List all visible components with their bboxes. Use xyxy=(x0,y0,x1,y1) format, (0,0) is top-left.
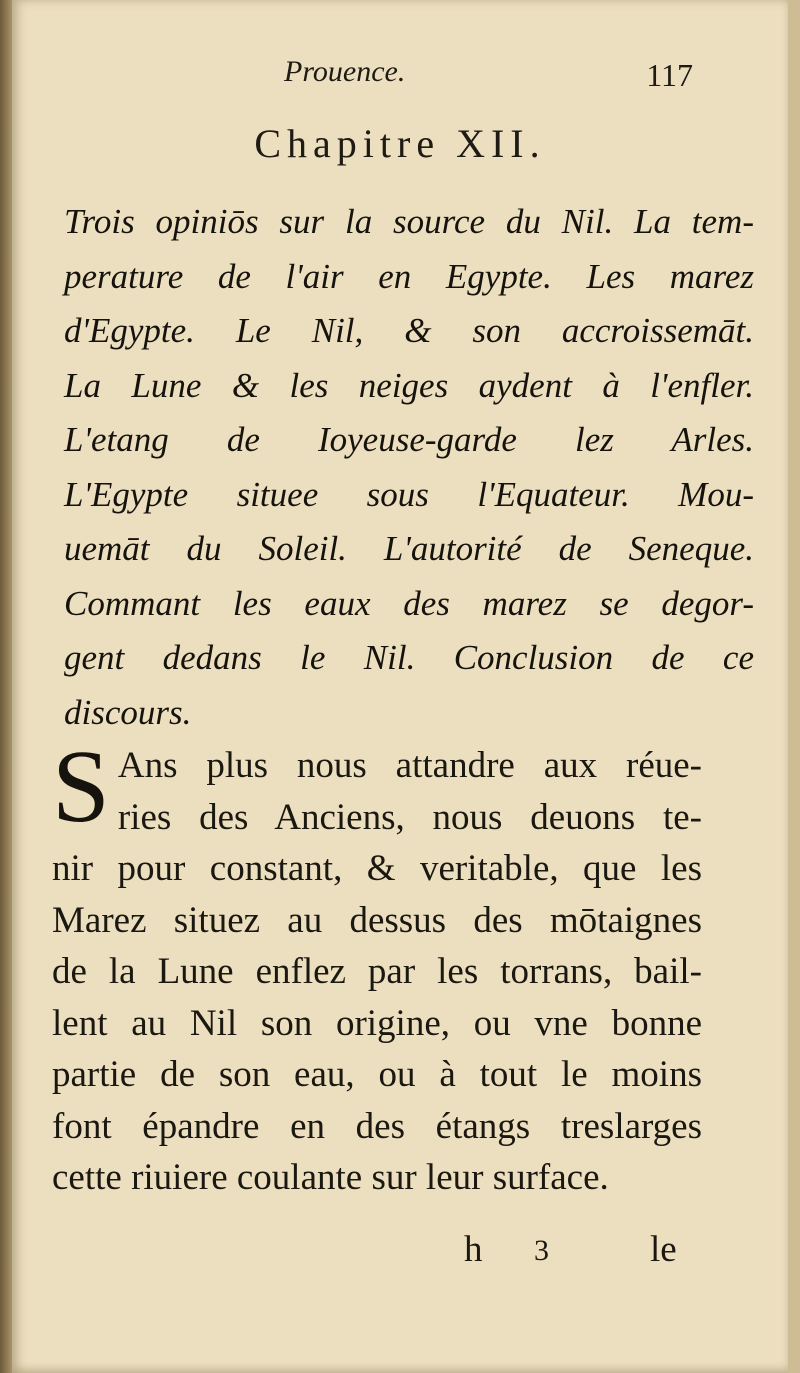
summary-line: uemāt du Soleil. L'autorité de Seneque. xyxy=(64,529,754,568)
running-head xyxy=(12,55,788,100)
chapter-summary xyxy=(64,195,754,740)
summary-line: La Lune & les neiges aydent à l'enfler. xyxy=(64,365,754,405)
summary-line: L'Egypte situee sous l'Equateur. Mou- xyxy=(64,474,754,514)
catchword: le xyxy=(650,1229,677,1270)
body-line: Ans plus nous attandre aux réue- xyxy=(117,745,702,786)
body-line: partie de son eau, ou à tout le moins xyxy=(52,1054,702,1095)
page-footer xyxy=(12,1228,788,1278)
body-line: nir pour constant, & veritable, que les xyxy=(52,848,702,889)
book-gutter xyxy=(0,0,12,1373)
drop-cap: S xyxy=(52,729,110,844)
body-line: de la Lune enflez par les torrans, bail- xyxy=(52,951,702,992)
body-line: ries des Anciens, nous deuons te- xyxy=(117,796,702,838)
summary-line: L'etang de Ioyeuse-garde lez Arles. xyxy=(64,420,754,459)
book-page xyxy=(12,0,788,1373)
chapter-title: Chapitre XII. xyxy=(254,121,546,166)
body-text xyxy=(52,729,702,1204)
signature-letter: h xyxy=(464,1229,483,1270)
body-line: cette riuiere coulante sur leur surface. xyxy=(52,1157,609,1198)
summary-line: gent dedans le Nil. Conclusion de ce xyxy=(64,638,754,677)
body-line: Marez situez au dessus des mōtaignes xyxy=(52,899,702,941)
page-number: 117 xyxy=(646,57,693,93)
signature-number: 3 xyxy=(534,1234,549,1267)
summary-line: Trois opiniōs sur la source du Nil. La tem- xyxy=(64,202,754,241)
summary-line: Commant les eaux des marez se degor- xyxy=(64,583,754,623)
summary-line: discours. xyxy=(64,692,192,732)
summary-line: d'Egypte. Le Nil, & son accroissemāt. xyxy=(64,311,754,350)
body-line: lent au Nil son origine, ou vne bonne xyxy=(52,1002,702,1044)
running-title: Prouence. xyxy=(284,55,406,88)
body-line: font épandre en des étangs treslarges xyxy=(52,1105,702,1147)
summary-line: perature de l'air en Egypte. Les marez xyxy=(64,256,754,296)
